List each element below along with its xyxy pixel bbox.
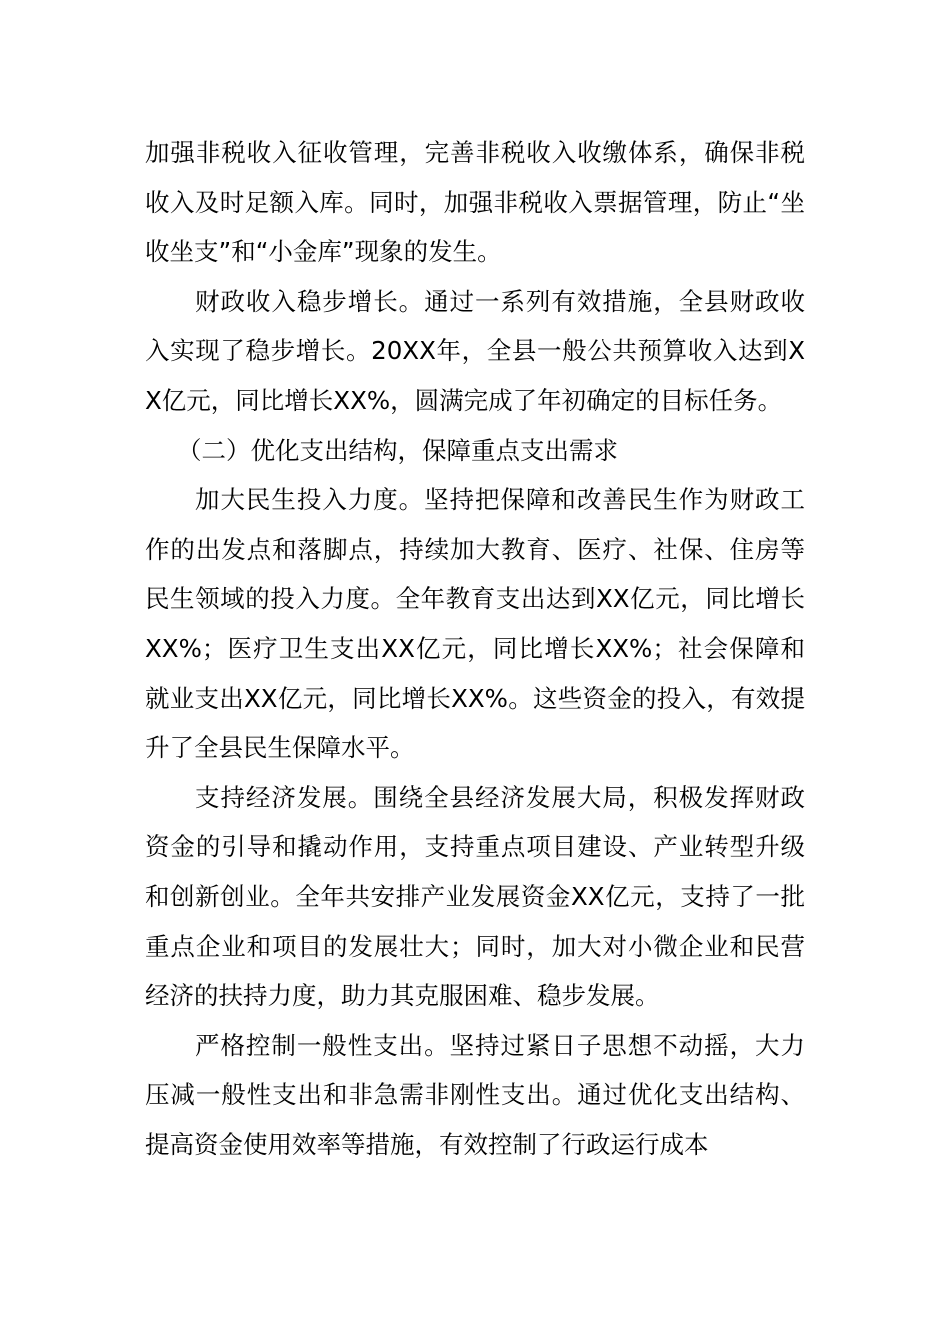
paragraph-nontax-management: 加强非税收入征收管理，完善非税收入收缴体系，确保非税收入及时足额入库。同时，加强非税收入票据管理，防止“坐收坐支”和“小金库”现象的发生。 xyxy=(145,138,805,267)
paragraph-economic-support: 支持经济发展。围绕全县经济发展大局，积极发挥财政资金的引导和撬动作用，支持重点项目建设、产业转型升级和创新创业。全年共安排产业发展资金XX亿元，支持了一批重点企业和项目的发展壮大；同时，加大对小微企业和民营经济的扶持力度，助力其克服困难、稳步发展。 xyxy=(145,782,805,1011)
paragraph-revenue-growth: 财政收入稳步增长。通过一系列有效措施，全县财政收入实现了稳步增长。20XX年，全县一般公共预算收入达到XX亿元，同比增长XX%，圆满完成了年初确定的目标任务。 xyxy=(145,286,805,415)
paragraph-livelihood-investment: 加大民生投入力度。坚持把保障和改善民生作为财政工作的出发点和落脚点，持续加大教育、医疗、社保、住房等民生领域的投入力度。全年教育支出达到XX亿元，同比增长XX%；医疗卫生支出XX亿元，同比增长XX%；社会保障和就业支出XX亿元，同比增长XX%。这些资金的投入，有效提升了全县民生保障水平。 xyxy=(145,485,805,763)
section-heading-expenditure: （二）优化支出结构，保障重点支出需求 xyxy=(177,435,618,465)
document-body xyxy=(145,128,805,1169)
paragraph-general-expenditure-control: 严格控制一般性支出。坚持过紧日子思想不动摇，大力压减一般性支出和非急需非刚性支出。通过优化支出结构、提高资金使用效率等措施，有效控制了行政运行成本 xyxy=(145,1030,805,1159)
